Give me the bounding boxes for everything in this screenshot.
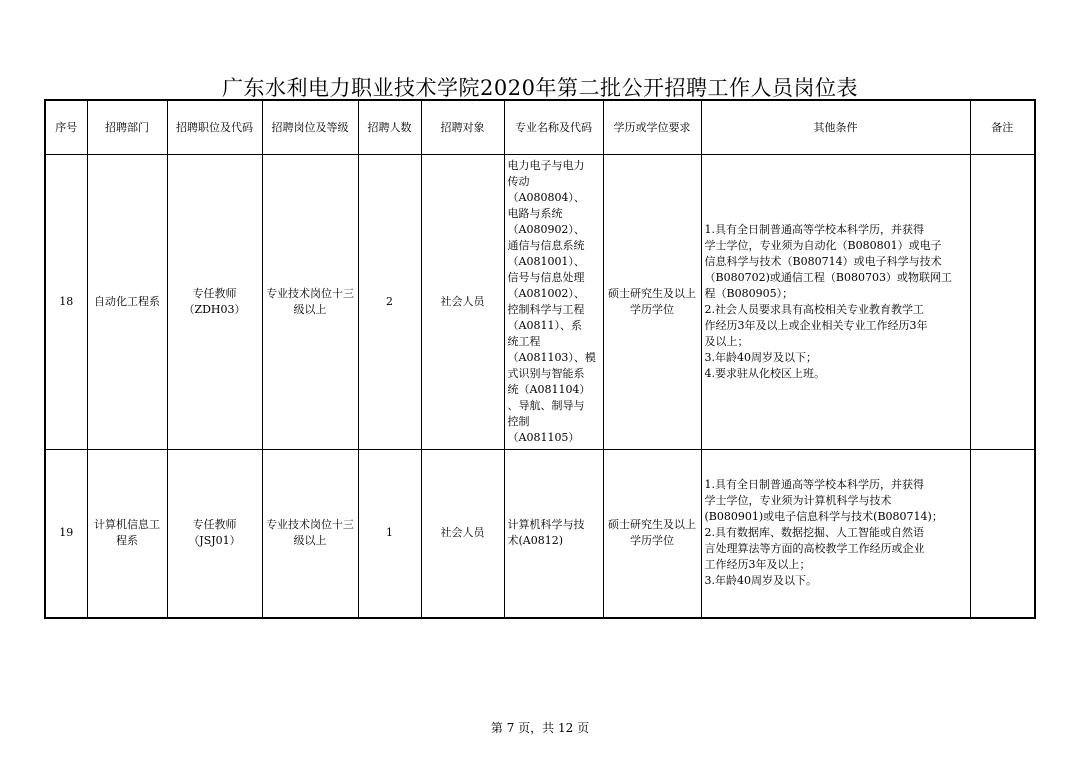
cell-note xyxy=(970,450,1035,618)
position-title: 专任教师 xyxy=(192,518,237,532)
cell-no: 18 xyxy=(45,155,87,450)
condition-line: 信息科学与技术（B080714）或电子科学与技术 xyxy=(704,255,942,268)
condition-line: 2.具有数据库、数据挖掘、人工智能或自然语 xyxy=(704,526,924,540)
major-line: （A081001）、 xyxy=(507,255,585,268)
major-line: 统（A081104） xyxy=(507,383,591,396)
header-cell-note: 备注 xyxy=(970,100,1035,155)
header-row xyxy=(45,100,1035,155)
recruitment-table xyxy=(44,99,1036,619)
major-line: 计算机科学与技 xyxy=(507,518,585,532)
header-cell-degree: 学历或学位要求 xyxy=(603,100,701,155)
condition-line: 学士学位，专业须为计算机科学与技术 xyxy=(704,494,892,508)
condition-line: 工作经历3年及以上； xyxy=(704,558,811,572)
major-line: 、导航、制导与 xyxy=(507,399,585,412)
cell-position xyxy=(167,450,262,618)
table-row xyxy=(45,155,1035,450)
cell-conditions xyxy=(701,450,970,618)
header-cell-position: 招聘职位及代码 xyxy=(167,100,262,155)
condition-line: 作经历3年及以上或企业相关专业工作经历3年 xyxy=(704,319,928,332)
page-title: 广东水利电力职业技术学院2020年第二批公开招聘工作人员岗位表 xyxy=(222,76,858,100)
header-cell-target: 招聘对象 xyxy=(421,100,504,155)
cell-target: 社会人员 xyxy=(421,450,504,618)
cell-level: 专业技术岗位十三级以上 xyxy=(262,450,358,618)
cell-dept: 自动化工程系 xyxy=(87,155,167,450)
condition-line: 3.年龄40周岁及以下。 xyxy=(704,574,817,588)
major-line: 传动 xyxy=(507,175,530,188)
cell-conditions xyxy=(701,155,970,450)
cell-major xyxy=(504,155,603,450)
major-line: （A081103）、模 xyxy=(507,351,596,364)
major-line: （A081105） xyxy=(507,431,580,444)
position-code: （JSJ01） xyxy=(188,534,241,548)
condition-line: 1.具有全日制普通高等学校本科学历，并获得 xyxy=(704,223,924,236)
condition-line: 学士学位，专业须为自动化（B080801）或电子 xyxy=(704,239,942,252)
cell-level: 专业技术岗位十三级以上 xyxy=(262,155,358,450)
header-cell-no: 序号 xyxy=(45,100,87,155)
cell-note xyxy=(970,155,1035,450)
major-line: 电力电子与电力 xyxy=(507,159,585,172)
condition-line: 言处理算法等方面的高校教学工作经历或企业 xyxy=(704,542,925,556)
cell-major xyxy=(504,450,603,618)
header-cell-dept: 招聘部门 xyxy=(87,100,167,155)
cell-count: 1 xyxy=(358,450,421,618)
position-title: 专任教师 xyxy=(192,287,237,300)
cell-degree: 硕士研究生及以上学历学位 xyxy=(603,155,701,450)
major-line: 通信与信息系统 xyxy=(507,239,585,252)
cell-position xyxy=(167,155,262,450)
major-line: 电路与系统 xyxy=(507,207,563,220)
major-line: 控制科学与工程 xyxy=(507,303,585,316)
cell-no: 19 xyxy=(45,450,87,618)
major-line: 术(A0812) xyxy=(507,534,564,548)
condition-line: 2.社会人员要求具有高校相关专业教育教学工 xyxy=(704,303,924,316)
position-code: （ZDH03） xyxy=(183,303,246,316)
condition-line: 程（B080905）； xyxy=(704,287,794,300)
cell-target: 社会人员 xyxy=(421,155,504,450)
condition-line: 4.要求驻从化校区上班。 xyxy=(704,367,825,380)
header-cell-count: 招聘人数 xyxy=(358,100,421,155)
condition-line: 3.年龄40周岁及以下； xyxy=(704,351,817,364)
header-cell-level: 招聘岗位及等级 xyxy=(262,100,358,155)
header-cell-conditions: 其他条件 xyxy=(701,100,970,155)
cell-count: 2 xyxy=(358,155,421,450)
condition-line: 1.具有全日制普通高等学校本科学历，并获得 xyxy=(704,478,924,492)
page-footer: 第 7 页，共 12 页 xyxy=(490,721,590,735)
cell-degree: 硕士研究生及以上学历学位 xyxy=(603,450,701,618)
major-line: （A080804）、 xyxy=(507,191,585,204)
major-line: 式识别与智能系 xyxy=(507,367,585,380)
major-line: （A0811）、系 xyxy=(507,319,582,332)
condition-line: （B080702)或通信工程（B080703）或物联网工 xyxy=(704,271,952,284)
header-cell-major: 专业名称及代码 xyxy=(504,100,603,155)
major-line: 控制 xyxy=(507,415,530,428)
cell-dept: 计算机信息工程系 xyxy=(87,450,167,618)
major-line: （A080902）、 xyxy=(507,223,585,236)
condition-line: 及以上； xyxy=(704,335,749,348)
major-line: （A081002）、 xyxy=(507,287,585,300)
major-line: 统工程 xyxy=(507,335,541,348)
table-row xyxy=(45,450,1035,618)
major-line: 信号与信息处理 xyxy=(507,271,585,284)
condition-line: (B080901)或电子信息科学与技术(B080714)； xyxy=(704,510,943,524)
